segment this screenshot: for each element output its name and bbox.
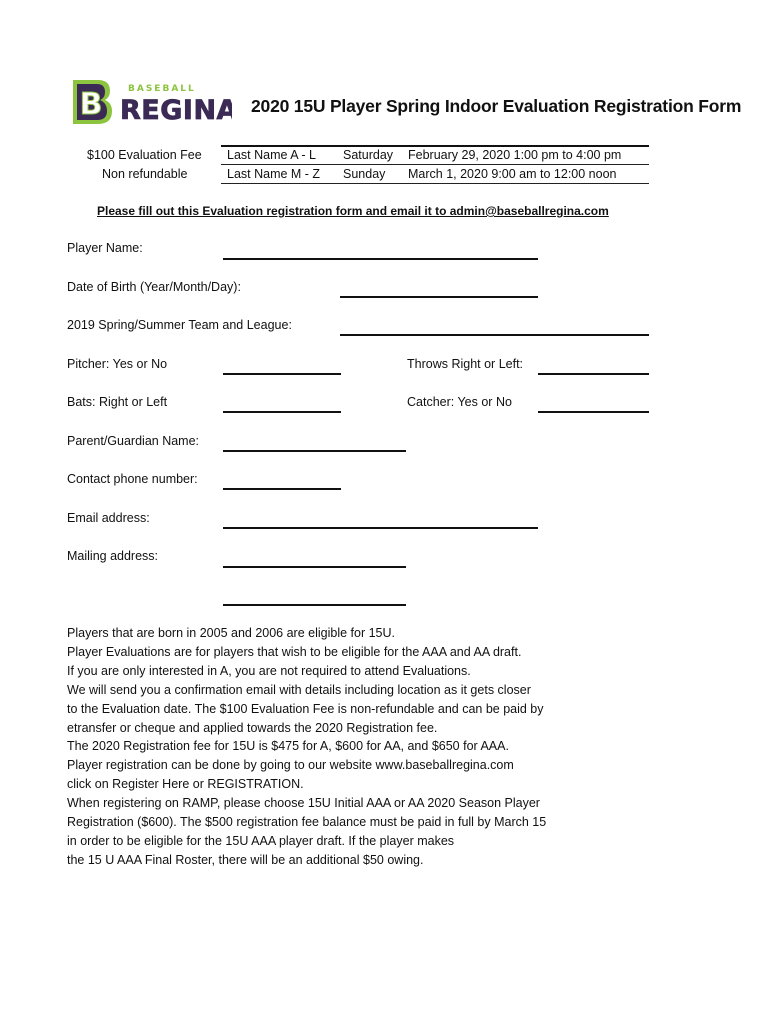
email-label: Email address: — [67, 511, 150, 525]
paragraph-line: in order to be eligible for the 15U AAA player draft. If the player makes — [67, 833, 455, 848]
schedule-top-rule — [221, 145, 649, 147]
throws-field[interactable] — [538, 373, 649, 375]
bats-label: Bats: Right or Left — [67, 395, 168, 409]
schedule-bottom-rule — [221, 183, 649, 184]
parent-label: Parent/Guardian Name: — [67, 434, 200, 448]
throws-label: Throws Right or Left: — [407, 357, 524, 371]
mailing-field-line-1[interactable] — [223, 566, 406, 568]
bats-field[interactable] — [223, 411, 341, 413]
paragraph-line: etransfer or cheque and applied towards the 2020 Registration fee. — [67, 720, 438, 735]
team-league-field[interactable] — [340, 334, 649, 336]
pitcher-label: Pitcher: Yes or No — [67, 357, 168, 371]
parent-field[interactable] — [223, 450, 406, 452]
phone-label: Contact phone number: — [67, 472, 198, 486]
schedule-datetime-2: March 1, 2020 9:00 am to 12:00 noon — [408, 167, 617, 181]
paragraph-line: Players that are born in 2005 and 2006 are eligible for 15U. — [67, 626, 395, 640]
paragraph-line: the 15 U AAA Final Roster, there will be an additional $50 owing. — [67, 852, 424, 867]
schedule-mid-rule — [221, 164, 649, 165]
logo-main-text: REGINA — [120, 95, 232, 126]
dob-label: Date of Birth (Year/Month/Day): — [67, 280, 241, 294]
paragraph-line: to the Evaluation date. The $100 Evaluation Fee is non-refundable and can be paid by — [67, 701, 544, 716]
paragraph-line: We will send you a confirmation email with details including location as it gets closer — [67, 682, 531, 697]
mailing-field-line-2[interactable] — [223, 604, 406, 606]
player-name-field[interactable] — [223, 258, 538, 260]
dob-field[interactable] — [340, 296, 538, 298]
logo-top-text: BASEBALL — [128, 84, 196, 94]
pitcher-field[interactable] — [223, 373, 341, 375]
page-title: 2020 15U Player Spring Indoor Evaluation Registration Form — [251, 96, 742, 116]
fee-line-2: Non refundable — [102, 167, 188, 181]
paragraph-line: Registration ($600). The $500 registration fee balance must be paid in full by March 15 — [67, 815, 547, 830]
player-name-label: Player Name: — [67, 241, 143, 255]
paragraph-line: If you are only interested in A, you are not required to attend Evaluations. — [67, 663, 471, 678]
schedule-datetime-1: February 29, 2020 1:00 pm to 4:00 pm — [408, 148, 622, 162]
instruction-line: Please fill out this Evaluation registration form and email it to admin@baseballregina.com — [97, 204, 609, 218]
catcher-field[interactable] — [538, 411, 649, 413]
paragraph-line: Player Evaluations are for players that wish to be eligible for the AAA and AA draft. — [67, 644, 522, 659]
paragraph-line: Player registration can be done by going to our website www.baseballregina.com — [67, 758, 514, 773]
team-league-label: 2019 Spring/Summer Team and League: — [67, 318, 292, 332]
paragraph-line: When registering on RAMP, please choose 15U Initial AAA or AA 2020 Season Player — [67, 796, 540, 811]
mailing-label: Mailing address: — [67, 549, 159, 563]
schedule-day-2: Sunday — [343, 167, 386, 181]
fee-line-1: $100 Evaluation Fee — [87, 148, 202, 162]
schedule-group-2: Last Name M - Z — [227, 167, 321, 181]
schedule-day-1: Saturday — [343, 148, 394, 162]
email-field[interactable] — [223, 527, 538, 529]
schedule-group-1: Last Name A - L — [227, 148, 316, 162]
info-paragraph — [67, 624, 687, 870]
phone-field[interactable] — [223, 488, 341, 490]
catcher-label: Catcher: Yes or No — [407, 395, 512, 409]
paragraph-line: The 2020 Registration fee for 15U is $475 for A, $600 for AA, and $650 for AAA. — [67, 739, 509, 754]
svg-text:B: B — [79, 87, 103, 122]
paragraph-line: click on Register Here or REGISTRATION. — [67, 777, 304, 792]
baseball-regina-logo — [70, 76, 232, 128]
